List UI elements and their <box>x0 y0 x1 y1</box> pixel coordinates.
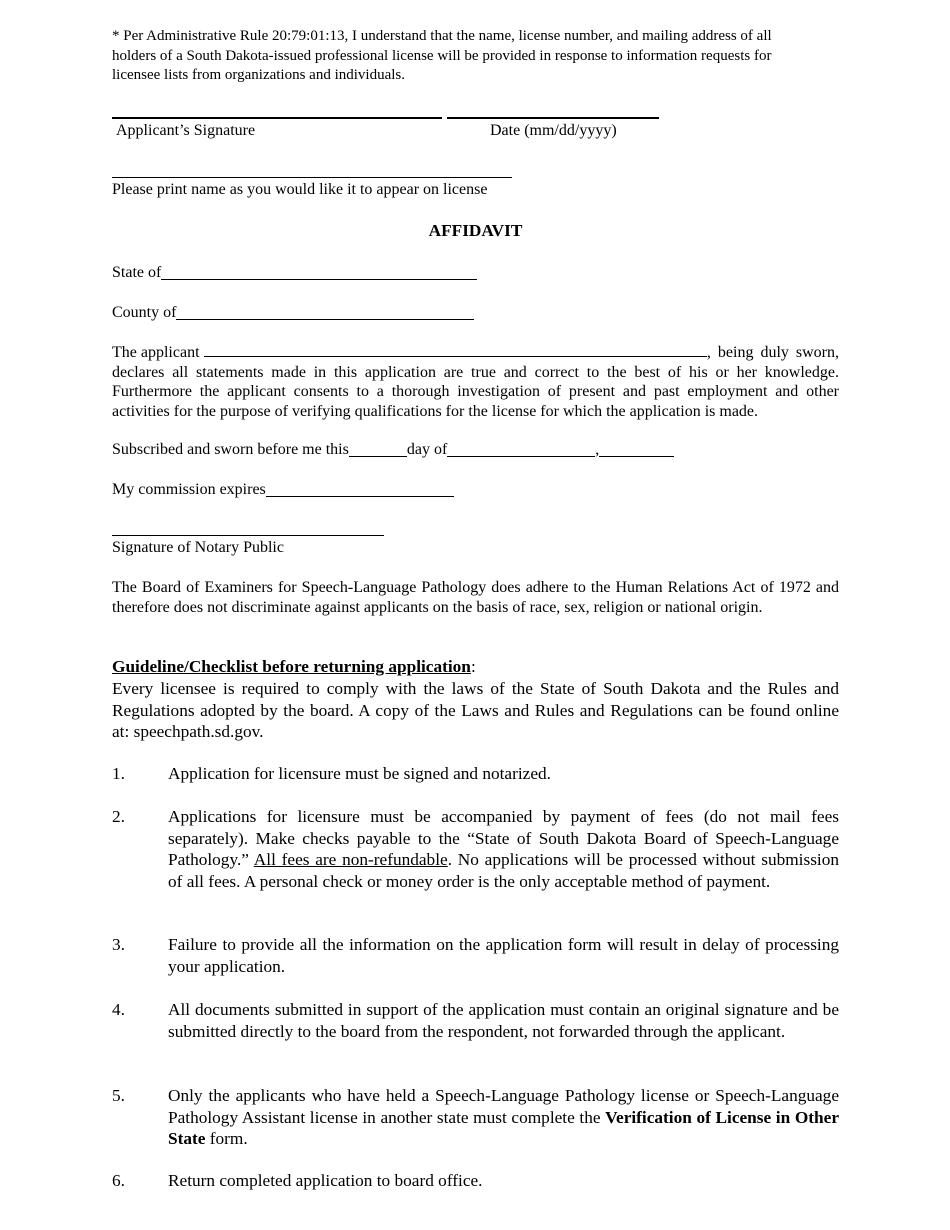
print-name-label: Please print name as you would like it to appear on license <box>112 181 488 198</box>
item-number: 4. <box>112 1000 125 1019</box>
item-text: Return completed application to board office. <box>168 1171 483 1190</box>
checklist-item <box>112 934 839 977</box>
item-text <box>168 806 839 892</box>
county-of-label: County of <box>112 304 177 321</box>
county-of-field <box>112 303 474 323</box>
non-refundable-note: All fees are non-refundable <box>253 850 448 869</box>
item-text-part: Applications for licensure must be accompanied by payment of fees (do not mail fees separately). Make checks payable to the “State of South Dakota Board of Speech-Language Pathology.” <box>168 807 839 869</box>
print-name-line[interactable] <box>112 177 512 178</box>
date-line[interactable] <box>447 117 659 119</box>
rule-notice: * Per Administrative Rule 20:79:01:13, I understand that the name, license number, and mailing address of all holders of a South Dakota-issued professional license will be provided in response to information requests for licensee lists from organizations and individuals. <box>112 28 772 83</box>
guideline-heading-text: Guideline/Checklist before returning application <box>112 657 471 676</box>
subscribed-label: Subscribed and sworn before me this <box>112 441 349 458</box>
nondiscrimination-statement: The Board of Examiners for Speech-Language Pathology does adhere to the Human Relations Act of 1972 and therefore does not discriminate against applicants on the basis of race, sex, religion or national origin. <box>112 579 839 616</box>
item-text <box>168 1085 839 1150</box>
item-number: 3. <box>112 935 125 954</box>
subscribed-sworn-line <box>112 440 674 460</box>
state-of-field <box>112 263 477 283</box>
commission-label: My commission expires <box>112 481 266 498</box>
county-of-blank[interactable] <box>176 305 474 320</box>
applicant-lead: The applicant <box>112 344 200 361</box>
day-of-label: day of <box>406 441 448 458</box>
checklist-item <box>112 763 839 785</box>
month-blank[interactable] <box>447 442 595 457</box>
item-text: Failure to provide all the information on the application form will result in delay of processing your application. <box>168 935 839 976</box>
item-number: 2. <box>112 807 125 826</box>
commission-blank[interactable] <box>266 482 454 497</box>
applicant-name-blank[interactable] <box>204 342 707 357</box>
item-text: All documents submitted in support of the application must contain an original signature and be submitted directly to the board from the respondent, not forwarded through the applicant. <box>168 1000 839 1041</box>
commission-expires-line <box>112 480 454 500</box>
declaration-text: declares all statements made in this application are true and correct to the best of his or her knowledge. Furthermore the applicant consents to a thorough investigation of present and past employment and other activities for the purpose of verifying qualifications for the license for which the application is made. <box>112 363 839 420</box>
verification-form-name: Verification of License in Other State <box>168 1107 839 1148</box>
applicant-signature-label: Applicant’s Signature <box>116 122 256 139</box>
checklist-item <box>112 806 839 892</box>
notary-signature-label: Signature of Notary Public <box>112 539 284 556</box>
item-text: Application for licensure must be signed and notarized. <box>168 764 551 783</box>
applicant-signature-line[interactable] <box>112 117 442 119</box>
item-text-part: form. <box>205 1129 248 1148</box>
affidavit-title: AFFIDAVIT <box>428 221 523 240</box>
state-of-blank[interactable] <box>161 265 477 280</box>
item-text-part: Only the applicants who have held a Speech-Language Pathology license or Speech-Language Pathology Assistant license in another state must complete the <box>168 1086 839 1127</box>
guideline-heading-colon: : <box>470 657 476 676</box>
comma-separator: , <box>595 441 600 458</box>
item-number: 6. <box>112 1171 125 1190</box>
year-blank[interactable] <box>599 442 674 457</box>
applicant-tail: , being duly sworn, <box>706 344 839 361</box>
item-number: 5. <box>112 1086 125 1105</box>
notary-signature-line[interactable] <box>112 535 384 536</box>
checklist-item <box>112 1170 839 1192</box>
applicant-declaration <box>112 342 839 421</box>
guideline-intro: Every licensee is required to comply with the laws of the State of South Dakota and the Rules and Regulations adopted by the board. A copy of the Laws and Rules and Regulations can be found online at: speechpath.sd.gov. <box>112 679 839 741</box>
guideline-heading <box>112 656 839 678</box>
day-blank[interactable] <box>349 442 407 457</box>
checklist-item <box>112 999 839 1042</box>
date-label: Date (mm/dd/yyyy) <box>490 122 617 139</box>
item-text-part: . No applications will be processed without submission of all fees. A personal check or money order is the only acceptable method of payment. <box>168 850 839 891</box>
state-of-label: State of <box>112 264 162 281</box>
item-number: 1. <box>112 764 125 783</box>
checklist-item <box>112 1085 839 1150</box>
